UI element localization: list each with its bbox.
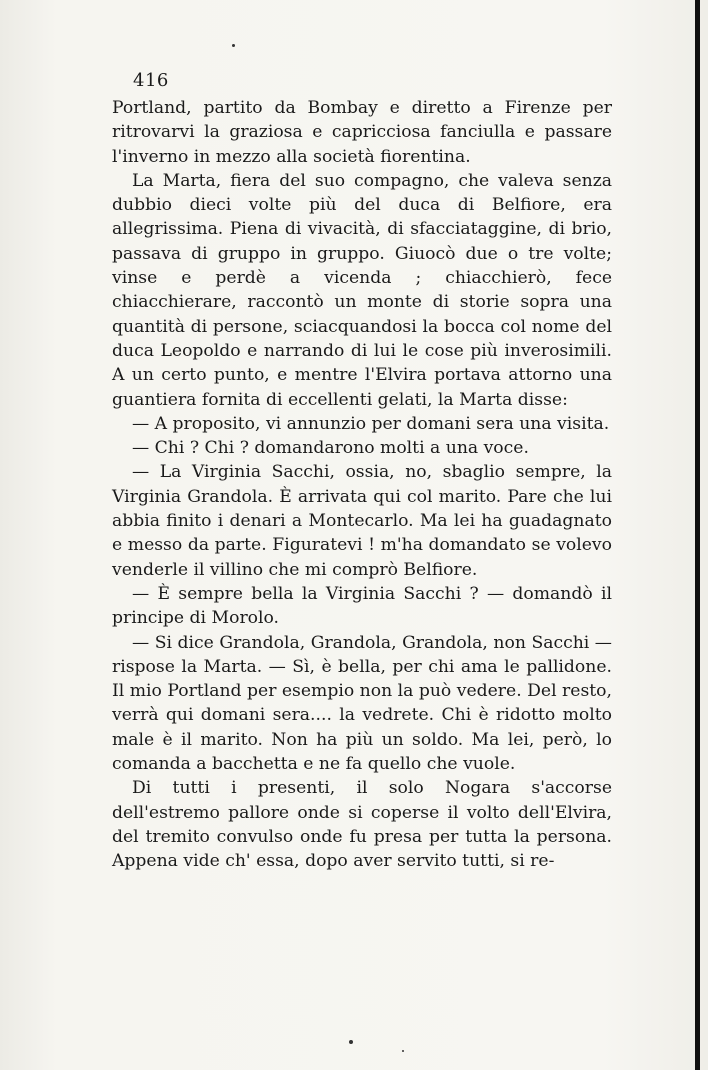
ink-speck [402,1050,404,1052]
paragraph: — A proposito, vi annunzio per domani sera una visita. [132,413,610,434]
page-number: 416 [133,70,169,91]
paragraph: Di tutti i presenti, il solo Nogara s'accorse dell'estremo pallore onde si coperse il volto dell'Elvira, del tremito convulso onde fu presa per tutta la persona. Appena vide ch' essa, dopo aver servito tutti, si re- [112,778,612,872]
page-edge-shadow [695,0,700,1070]
paragraph: — Si dice Grandola, Grandola, Grandola, non Sacchi — rispose la Marta. — Sì, è bella, per chi ama le pallidone. Il mio Portland per esempio non la può vedere. Del resto, verrà qui domani sera.... la vedrete. Chi è ridotto molto male è il marito. Non ha più un soldo. Ma lei, però, lo comanda a bacchetta e ne fa quello che vuole. [112,632,612,775]
paragraph: — È sempre bella la Virginia Sacchi ? — domandò il principe di Morolo. [112,583,612,629]
paragraph: La Marta, fiera del suo compagno, che valeva senza dubbio dieci volte più del duca di Belfiore, era allegrissima. Piena di vivacità, di sfacciataggine, di brio, passava di gruppo in gruppo. Giuocò due o tre volte; vinse e perdè a vicenda ; chiacchierò, fece chiacchierare, raccontò un monte di storie sopra una quantità di persone, sciacquandosi la bocca col nome del duca Leopoldo e narrando di lui le cose più inverosimili. A un certo punto, e mentre l'Elvira portava attorno una guantiera fornita di eccellenti gelati, la Marta disse: [112,170,612,410]
body-text [112,96,612,874]
paragraph: — Chi ? Chi ? domandarono molti a una voce. [132,438,529,459]
paragraph: Portland, partito da Bombay e diretto a Firenze per ritrovarvi la graziosa e capricciosa fanciulla e passare l'inverno in mezzo alla società fiorentina. [112,98,612,167]
paragraph: — La Virginia Sacchi, ossia, no, sbaglio sempre, la Virginia Grandola. È arrivata qui col marito. Pare che lui abbia finito i denari a Montecarlo. Ma lei ha guadagnato e messo da parte. Figuratevi ! m'ha domandato se volevo venderle il villino che mi comprò Belfiore. [112,462,612,580]
ink-speck [232,44,235,47]
ink-speck [349,1040,353,1044]
